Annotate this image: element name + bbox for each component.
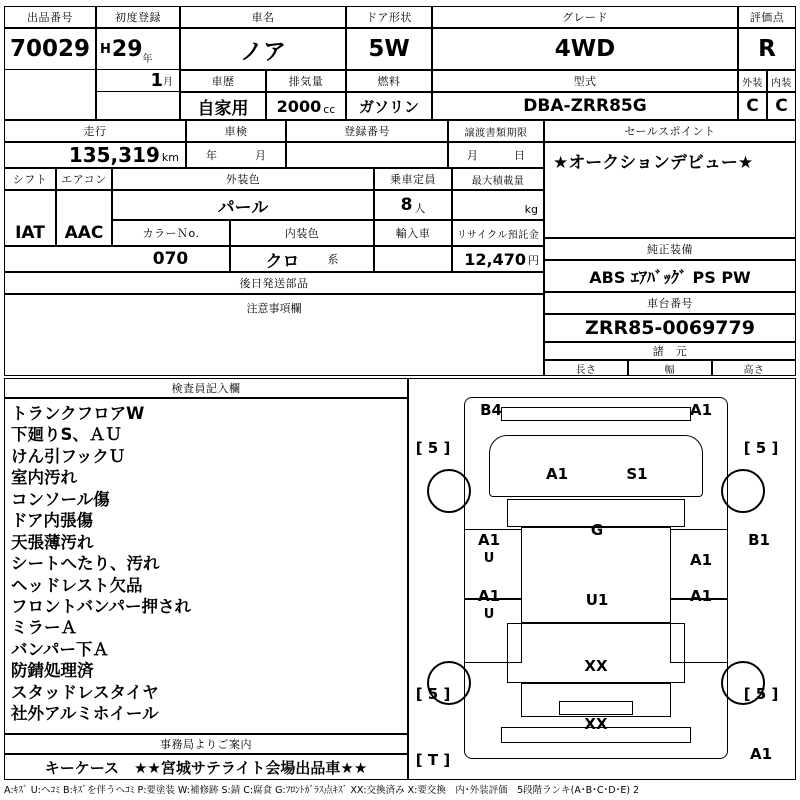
mark-door-fr: A1 <box>689 551 713 569</box>
inspector-line: 下廻りS、ＡＵ <box>11 425 122 445</box>
door-label: ドア形状 <box>366 11 412 24</box>
mark-bottom-left: [ T ] <box>415 751 451 769</box>
load-unit: kg <box>524 203 538 216</box>
equipment-label-cell <box>544 238 796 260</box>
mark-door-rr: A1 <box>689 587 713 605</box>
office-label: 事務局よりご案内 <box>160 738 252 751</box>
chassis-label: 車台番号 <box>647 297 693 310</box>
mark-top-right: A1 <box>689 401 713 419</box>
aircon-cell-top <box>56 190 112 220</box>
ext-color-label-cell <box>112 168 374 190</box>
recycle-label-cell <box>452 220 544 246</box>
wheel-front-right <box>721 469 765 513</box>
first-reg-month: 1 <box>150 70 163 91</box>
mark-hood-right: S1 <box>626 465 648 483</box>
office-box <box>4 754 408 780</box>
grade-value: 4WD <box>554 36 616 62</box>
inspector-label-cell <box>4 378 408 398</box>
interior-label-cell <box>767 70 796 92</box>
later-parts-label-cell <box>4 272 544 294</box>
ext-color-label: 外装色 <box>225 173 261 186</box>
inspector-box <box>4 398 408 734</box>
shift-value: IAT <box>15 222 45 243</box>
first-reg-year-unit: 年 <box>142 54 153 65</box>
door-rear-right <box>670 599 728 663</box>
recycle-value: 12,470 <box>464 249 526 269</box>
grade-label: グレード <box>562 11 608 24</box>
reg-no-value <box>287 143 447 167</box>
car-name-label: 車名 <box>251 11 275 24</box>
displacement-unit: cc <box>323 103 336 116</box>
mark-trunk-xx: XX <box>584 657 608 675</box>
inspector-line: シートへたり、汚れ <box>11 554 160 574</box>
capacity-label: 乗車定員 <box>390 173 436 186</box>
fuel-cell <box>346 92 432 120</box>
chassis-cell <box>544 314 796 342</box>
office-text: キーケース ★★宮城サテライト会場出品車★★ <box>44 758 368 777</box>
inspector-line: ドア内張傷 <box>11 511 94 531</box>
int-color-label-cell <box>230 220 374 246</box>
inspector-label: 検査員記入欄 <box>171 382 241 395</box>
displacement-cell <box>266 92 346 120</box>
color-no-cell <box>112 246 230 272</box>
lot-no-cell <box>4 28 96 70</box>
transfer-month-unit: 月 <box>467 149 478 162</box>
inspector-line: フロントバンパー押され <box>11 596 192 616</box>
mark-top-left: B4 <box>480 401 502 419</box>
color-no-value: 070 <box>152 249 189 269</box>
mark-bottom-right: A1 <box>749 745 773 763</box>
shift-label: シフト <box>12 173 48 186</box>
lot-no-label: 出品番号 <box>27 11 73 24</box>
inspector-line: 社外アルミホイール <box>11 704 159 724</box>
equipment-label: 純正装備 <box>647 243 693 256</box>
displacement-label-cell <box>266 70 346 92</box>
mark-left-lower: [ 5 ] <box>415 685 451 703</box>
color-no-label: カラーＮo. <box>142 227 200 240</box>
reg-no-label-cell <box>286 120 448 142</box>
mileage-unit: km <box>161 151 179 164</box>
sales-point-label-cell <box>544 120 796 142</box>
lot-no-filler <box>4 70 96 120</box>
mileage-cell <box>4 142 186 168</box>
recycle-cell <box>452 246 544 272</box>
mileage-label: 走行 <box>83 125 107 138</box>
first-reg-cell <box>96 28 180 70</box>
recycle-label: リサイクル預託金 <box>456 229 540 241</box>
transfer-cell <box>448 142 544 168</box>
caution-text <box>5 316 543 324</box>
door-cell <box>346 28 432 70</box>
first-reg-month-unit: 月 <box>163 77 173 88</box>
displacement-label: 排気量 <box>288 75 324 88</box>
door-label-cell <box>346 6 432 28</box>
displacement-value: 2000 <box>276 96 322 116</box>
mark-right-upper: [ 5 ] <box>743 439 779 457</box>
height-label-cell <box>712 360 796 376</box>
import-label: 輸入車 <box>395 227 431 240</box>
inspector-line: コンソール傷 <box>11 489 110 509</box>
capacity-label-cell <box>374 168 452 190</box>
transfer-label-cell <box>448 120 544 142</box>
mark-rear-xx: XX <box>584 715 608 733</box>
shift-cell <box>4 220 56 246</box>
interior-grade-cell <box>767 92 796 120</box>
first-reg-label-cell <box>96 6 180 28</box>
exterior-label-cell <box>738 70 767 92</box>
interior-grade-value: C <box>775 96 788 116</box>
aircon-cell <box>56 220 112 246</box>
rating-value: R <box>758 36 776 62</box>
first-reg-label: 初度登録 <box>115 11 161 24</box>
height-label: 高さ <box>743 364 765 376</box>
mark-door-rl-sub: U <box>483 607 495 622</box>
mark-door-rl: A1 <box>477 587 501 605</box>
inspector-line: ヘッドレスト欠品 <box>11 575 143 595</box>
exterior-label: 外装 <box>742 77 763 89</box>
int-color-suffix: 系 <box>327 253 339 266</box>
ext-color-value: パール <box>217 197 269 218</box>
recycle-unit: 円 <box>528 254 539 267</box>
front-bumper <box>501 407 691 421</box>
grade-label-cell <box>432 6 738 28</box>
length-label: 長さ <box>575 364 597 376</box>
mark-center-u1: U1 <box>585 591 609 609</box>
car-name-cell <box>180 28 346 70</box>
history-value: 自家用 <box>197 98 249 119</box>
model-code-label: 型式 <box>573 75 597 88</box>
fuel-label: 燃料 <box>377 75 401 88</box>
sales-point-label: セールスポイント <box>624 125 716 138</box>
shaken-label: 車検 <box>224 125 248 138</box>
first-reg-filler <box>96 92 180 120</box>
mark-left-upper: [ 5 ] <box>415 439 451 457</box>
shaken-year-unit: 年 <box>206 149 217 162</box>
caution-box <box>4 294 544 376</box>
grade-cell <box>432 28 738 70</box>
later-parts-label: 後日発送部品 <box>239 277 309 290</box>
first-reg-month-cell <box>96 70 180 92</box>
car-name-value: ノア <box>240 38 286 65</box>
mark-hood-left: A1 <box>545 465 569 483</box>
mileage-label-cell <box>4 120 186 142</box>
inspector-line: 室内汚れ <box>11 468 77 488</box>
import-cell <box>374 246 452 272</box>
history-label-cell <box>180 70 266 92</box>
dimensions-label-cell <box>544 342 796 360</box>
hood-panel <box>489 435 703 497</box>
model-code-value: DBA-ZRR85G <box>523 96 647 116</box>
load-cell <box>452 190 544 220</box>
transfer-label: 譲渡書類期限 <box>464 127 528 139</box>
mark-door-fl-sub: U <box>483 551 495 566</box>
equipment-cell <box>544 260 796 292</box>
color-no-label-cell <box>112 220 230 246</box>
car-name-label-cell <box>180 6 346 28</box>
office-label-cell <box>4 734 408 754</box>
exterior-grade-cell <box>738 92 767 120</box>
width-label-cell <box>628 360 712 376</box>
reg-no-cell <box>286 142 448 168</box>
import-label-cell <box>374 220 452 246</box>
inspector-line: バンパー下Ａ <box>11 639 109 659</box>
history-cell <box>180 92 266 120</box>
first-reg-era: H <box>100 41 111 57</box>
model-code-cell <box>432 92 738 120</box>
chassis-no-value: ZRR85-0069779 <box>585 317 755 339</box>
first-reg-year: 29 <box>111 36 143 62</box>
capacity-cell <box>374 190 452 220</box>
chassis-label-cell <box>544 292 796 314</box>
mark-right-b1: B1 <box>748 531 770 549</box>
dimensions-label: 諸 元 <box>652 345 688 358</box>
inspector-line: トランクフロアW <box>11 404 145 423</box>
fuel-value: ガソリン <box>358 97 419 116</box>
exterior-grade-value: C <box>746 96 759 116</box>
inspector-line: 防錆処理済 <box>11 661 94 681</box>
mark-right-lower: [ 5 ] <box>743 685 779 703</box>
shift-label-cell <box>4 168 56 190</box>
shaken-label-cell <box>186 120 286 142</box>
aircon-value: AAC <box>64 222 104 243</box>
rating-label: 評価点 <box>749 11 785 24</box>
int-color-value: クロ <box>265 251 300 272</box>
width-label: 幅 <box>664 364 676 376</box>
ext-color-cell <box>112 190 374 220</box>
inspector-line: ミラーＡ <box>11 618 77 638</box>
rating-cell <box>738 28 796 70</box>
equipment-value: ABS ｴｱﾊﾞｯｸﾞ PS PW <box>589 267 751 287</box>
lot-no-value: 70029 <box>9 36 91 62</box>
shaken-cell <box>186 142 286 168</box>
model-code-label-cell <box>432 70 738 92</box>
capacity-unit: 人 <box>414 202 426 215</box>
capacity-value: 8 <box>400 195 413 215</box>
reg-no-label: 登録番号 <box>344 125 390 138</box>
int-color-label: 内装色 <box>284 227 320 240</box>
sales-point-value: ★オークションデビュー★ <box>553 153 754 173</box>
wheel-front-left <box>427 469 471 513</box>
length-label-cell <box>544 360 628 376</box>
car-diagram <box>408 378 796 780</box>
aircon-label: エアコン <box>61 173 107 186</box>
mark-center-g: G <box>590 521 604 539</box>
aircon-label-cell <box>56 168 112 190</box>
interior-label: 内装 <box>771 77 792 89</box>
fuel-label-cell <box>346 70 432 92</box>
inspector-line: けん引フックＵ <box>11 446 126 466</box>
inspector-line: 天張薄汚れ <box>11 532 94 552</box>
sales-point-box <box>544 142 796 238</box>
mark-door-fl: A1 <box>477 531 501 549</box>
load-label: 最大積載量 <box>471 175 525 187</box>
lot-no-label-cell <box>4 6 96 28</box>
rear-center-panel <box>559 701 633 715</box>
spec-blank-left <box>4 246 112 272</box>
inspector-lines <box>5 399 407 725</box>
inspector-line: スタッドレスタイヤ <box>11 682 159 702</box>
caution-label: 注意事項欄 <box>246 302 302 315</box>
legend-text: A:ｷｽﾞ U:ヘｺﾐ B:ｷｽﾞを伴うヘｺﾐ P:要塗装 W:補修跡 S:錆 C:腐食 G:ﾌﾛﾝﾄｶﾞﾗｽ点ｷｽﾞ XX:交換済み X:要交換 内･外装評価 5段階ランキ(A･B･C･D･E) 2 <box>4 785 640 796</box>
mileage-value: 135,319 <box>68 143 160 167</box>
shift-cell-top <box>4 190 56 220</box>
transfer-day-unit: 日 <box>514 149 525 162</box>
rating-label-cell <box>738 6 796 28</box>
load-label-cell <box>452 168 544 190</box>
history-label: 車歴 <box>211 75 235 88</box>
door-value: 5W <box>368 36 410 62</box>
int-color-cell <box>230 246 374 272</box>
import-value <box>375 247 451 271</box>
shaken-month-unit: 月 <box>255 149 266 162</box>
